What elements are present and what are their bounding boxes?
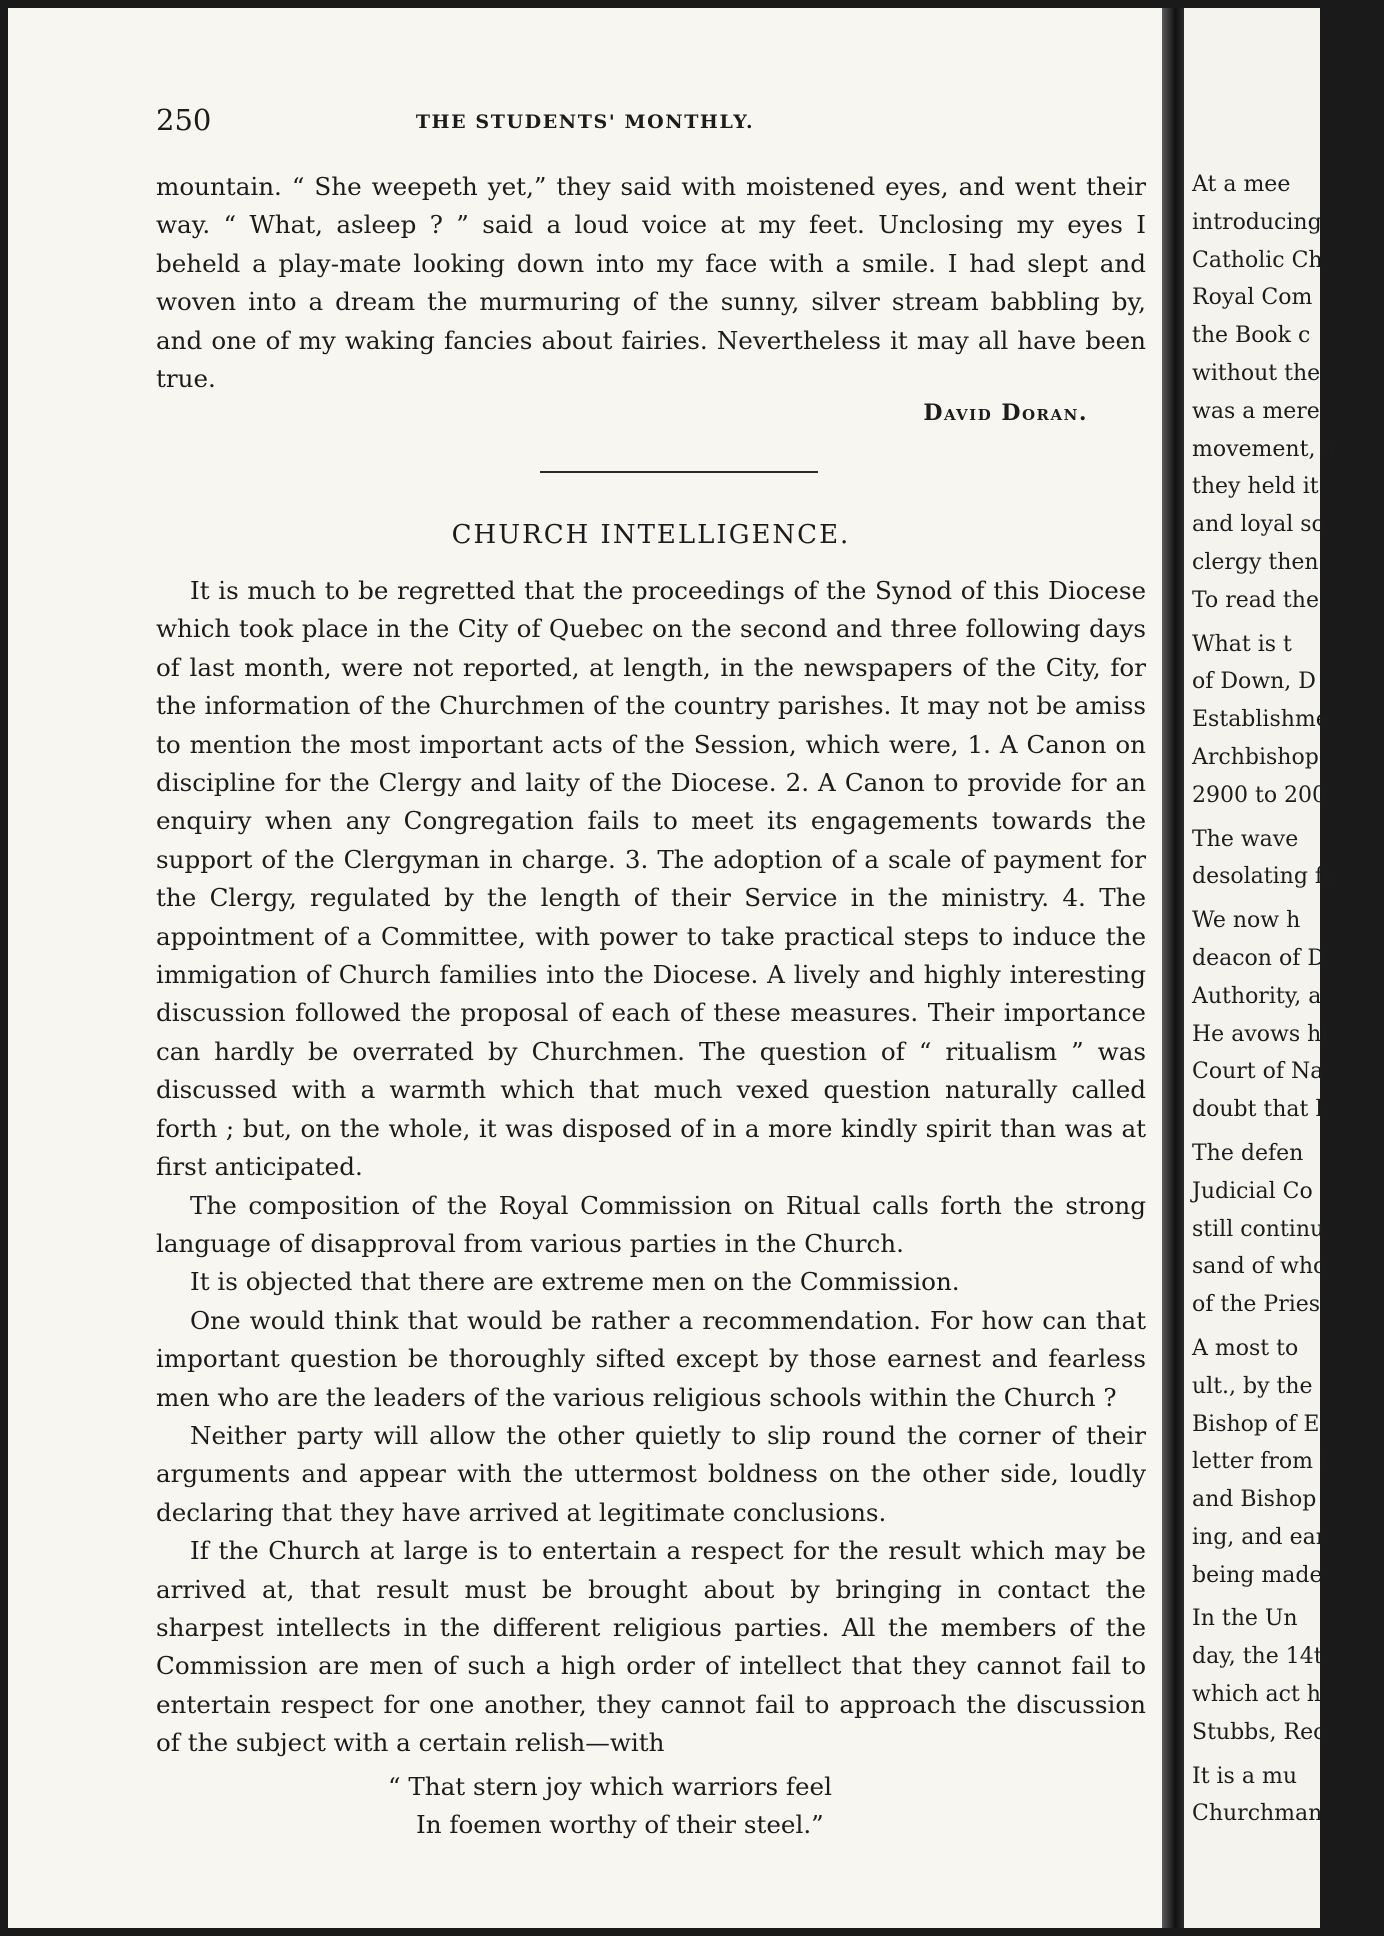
facing-page-line: of Down, D — [1192, 669, 1316, 695]
verse-line: In foemen worthy of their steel.” — [416, 1810, 824, 1840]
facing-page-line: day, the 14t — [1192, 1644, 1323, 1670]
facing-page-line: and Bishop — [1192, 1487, 1317, 1513]
previous-article-ending — [156, 168, 1146, 398]
paragraph: It is objected that there are extreme men on the Commission. — [190, 1267, 960, 1297]
paragraph: Neither party will allow the other quietly to slip round the corner of their arguments and appear with the uttermost boldness on the other side, loudly declaring that they have arrived at legitimate conclusions. — [156, 1420, 1146, 1527]
facing-page-line: desolating fu — [1192, 864, 1338, 890]
verse-line: “ That stern joy which warriors feel — [388, 1772, 832, 1801]
facing-page-line: 2900 to 200 — [1192, 782, 1327, 808]
page-number: 250 — [156, 103, 212, 137]
facing-page-line: being made — [1192, 1562, 1323, 1588]
facing-page-line: What is t — [1192, 631, 1292, 657]
facing-page — [1184, 8, 1338, 1928]
facing-page-line: We now h — [1192, 908, 1301, 934]
section-body — [156, 572, 1146, 1763]
previous-article-paragraph: mountain. “ She weepeth yet,” they said with moistened eyes, and went their way. “ What, asleep ? ” said a loud voice at my feet. Unclosing my eyes I beheld a play-mate looking down into my face with a smile. I had slept and woven into a dream the murmuring of the sunny, silver stream babbling by, and one of my waking fancies about fairies. Nevertheless it may all have been true. — [156, 172, 1146, 394]
author-signature: David Doran. — [923, 400, 1088, 426]
facing-page-line: ing, and ear — [1192, 1524, 1327, 1550]
facing-page-line: In the Un — [1192, 1606, 1298, 1632]
left-page — [8, 8, 1162, 1928]
facing-page-line: Court of Na — [1192, 1059, 1324, 1085]
facing-page-line: still continu — [1192, 1216, 1325, 1242]
facing-page-line: introducing — [1192, 209, 1322, 235]
facing-page-line: Royal Com — [1192, 285, 1313, 311]
facing-page-line: It is a mu — [1192, 1763, 1297, 1789]
facing-page-line: Establishme — [1192, 707, 1329, 733]
facing-page-line: ult., by the — [1192, 1373, 1313, 1399]
paragraph: One would think that would be rather a recommendation. For how can that important question be thoroughly sifted except by those earnest and fearless men who are the leaders of the various religious schools within the Church ? — [156, 1305, 1146, 1412]
paragraph: The composition of the Royal Commission on Ritual calls forth the strong language of disapproval from various parties in the Church. — [156, 1190, 1146, 1258]
facing-page-line: letter from t — [1192, 1449, 1329, 1475]
running-head — [8, 103, 1162, 143]
facing-page-line: The wave — [1192, 826, 1299, 852]
facing-page-line: Archbishop — [1192, 744, 1319, 770]
facing-page-line: doubt that h — [1192, 1097, 1330, 1123]
facing-page-line: He avows hi — [1192, 1021, 1329, 1047]
facing-page-line: sand of who — [1192, 1254, 1327, 1280]
facing-page-line: A most to — [1192, 1335, 1299, 1361]
facing-page-line: was a mere — [1192, 398, 1320, 424]
verse-quotation — [388, 1768, 988, 1845]
facing-page-line: Authority, a — [1192, 983, 1322, 1009]
facing-page-line: which act h — [1192, 1682, 1321, 1708]
paragraph: It is much to be regretted that the proceedings of the Synod of this Diocese which took place in the City of Quebec on the second and three following days of last month, were not reported, at length, in the newspapers of the City, for the information of the Churchmen of the country parishes. It may not be amiss to mention the most important acts of the Session, which were, 1. A Canon on discipline for the Clergy and laity of the Diocese. 2. A Canon to provide for an enquiry when any Congregation fails to meet its engagements towards the support of the Clergyman in charge. 3. The adoption of a scale of payment for the Clergy, regulated by the length of their Service in the ministry. 4. The appointment of a Committee, with power to take practical steps to induce the immigation of Church families into the Diocese. A lively and highly interesting discussion followed the proposal of each of these measures. Their importance can hardly be overrated by Churchmen. The question of “ ritualism ” was discussed with a warmth which that much vexed question naturally called forth ; but, on the whole, it was disposed of in a more kindly spirit than was at first anticipated. — [156, 576, 1146, 1182]
facing-page-line: clergy then — [1192, 549, 1319, 575]
facing-page-line: Bishop of E — [1192, 1411, 1320, 1437]
facing-page-line: Stubbs, Rec — [1192, 1719, 1326, 1745]
facing-page-line: movement, a — [1192, 436, 1336, 462]
facing-page-line: they held it — [1192, 474, 1319, 500]
section-title: CHURCH INTELLIGENCE. — [451, 520, 851, 550]
running-title: THE STUDENTS' MONTHLY. — [415, 111, 755, 133]
paragraph: If the Church at large is to entertain a respect for the result which may be arrived at, that result must be brought about by bringing in contact the sharpest intellects in the different religious parties. All the members of the Commission are men of such a high order of intellect that they cannot fail to entertain respect for one another, they cannot fail to approach the discussion of the subject with a certain relish—with — [156, 1536, 1146, 1758]
facing-page-line: the Book c — [1192, 323, 1311, 349]
section-divider — [540, 471, 818, 473]
facing-page-line: The defen — [1192, 1140, 1304, 1166]
facing-page-line: To read the — [1192, 587, 1319, 613]
facing-page-line: deacon of D — [1192, 945, 1325, 971]
facing-page-line: and loyal so — [1192, 512, 1325, 538]
facing-page-line: Judicial Co — [1192, 1178, 1313, 1204]
facing-page-line: Catholic Ch — [1192, 247, 1323, 273]
facing-page-line: Churchman — [1192, 1801, 1323, 1827]
book-gutter — [1162, 8, 1184, 1928]
facing-page-text — [1184, 166, 1384, 1833]
facing-page-line: At a mee — [1192, 172, 1291, 197]
facing-page-line: without the — [1192, 360, 1321, 386]
facing-page-line: of the Pries — [1192, 1292, 1321, 1318]
